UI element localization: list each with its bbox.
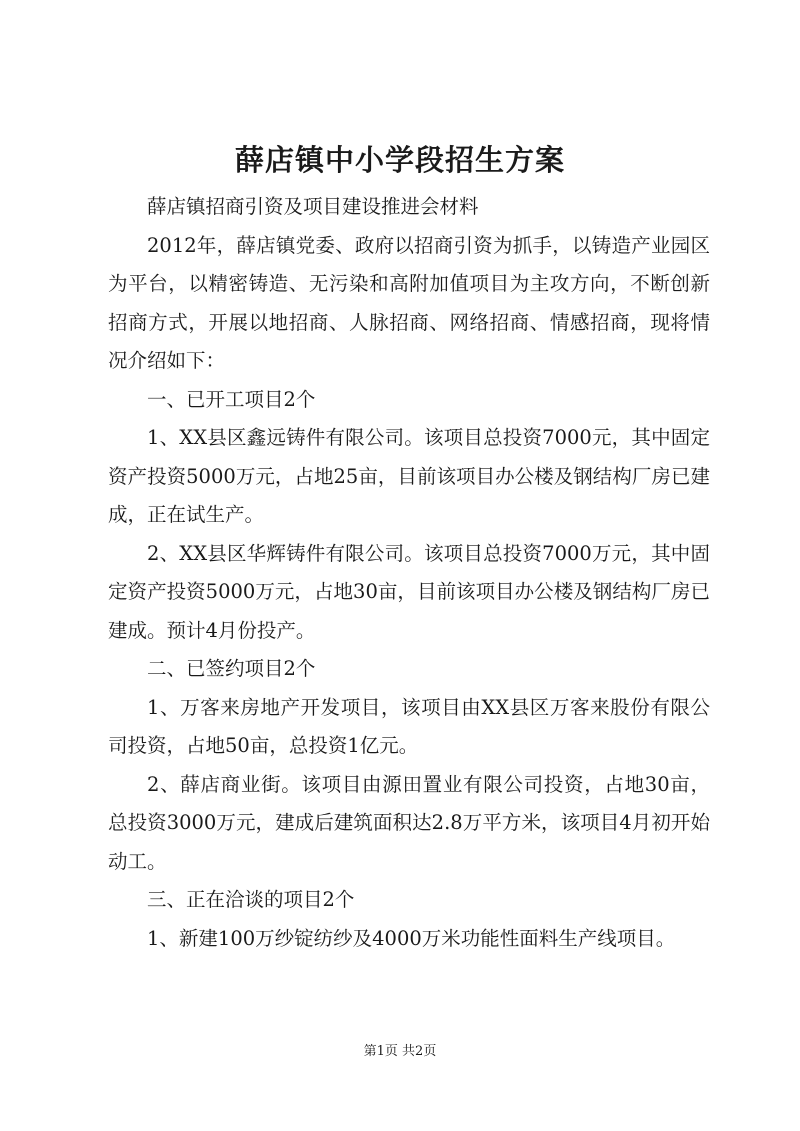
document-body <box>108 188 710 958</box>
paragraph-started-1: 1、XX县区鑫远铸件有限公司。该项目总投资7000元，其中固定资产投资5000万元，占地25亩，目前该项目办公楼及钢结构厂房已建成，正在试生产。 <box>108 426 710 526</box>
section-heading-started: 一、已开工项目2个 <box>147 387 316 411</box>
document-title: 薛店镇中小学段招生方案 <box>234 143 565 177</box>
paragraph-intro: 2012年，薛店镇党委、政府以招商引资为抓手，以铸造产业园区为平台，以精密铸造、无污染和高附加值项目为主攻方向，不断创新招商方式，开展以地招商、人脉招商、网络招商、情感招商，现将情况介绍如下： <box>108 233 710 372</box>
paragraph-signed-2: 2、薛店商业街。该项目由源田置业有限公司投资，占地30亩，总投资3000万元，建成后建筑面积达2.8万平方米，该项目4月初开始动工。 <box>108 772 710 873</box>
page-number-footer: 第1页 共2页 <box>363 1044 437 1059</box>
paragraph-negotiating-1: 1、新建100万纱锭纺纱及4000万米功能性面料生产线项目。 <box>147 926 676 950</box>
paragraph-signed-1: 1、万客来房地产开发项目，该项目由XX县区万客来股份有限公司投资，占地50亩，总投资1亿元。 <box>108 695 710 757</box>
paragraph-started-2: 2、XX县区华辉铸件有限公司。该项目总投资7000万元，其中固定资产投资5000万元，占地30亩，目前该项目办公楼及钢结构厂房已建成。预计4月份投产。 <box>108 541 710 642</box>
section-heading-signed: 二、已签约项目2个 <box>147 657 316 680</box>
paragraph-subtitle: 薛店镇招商引资及项目建设推进会材料 <box>147 195 479 218</box>
section-heading-negotiating: 三、正在洽谈的项目2个 <box>147 888 355 911</box>
